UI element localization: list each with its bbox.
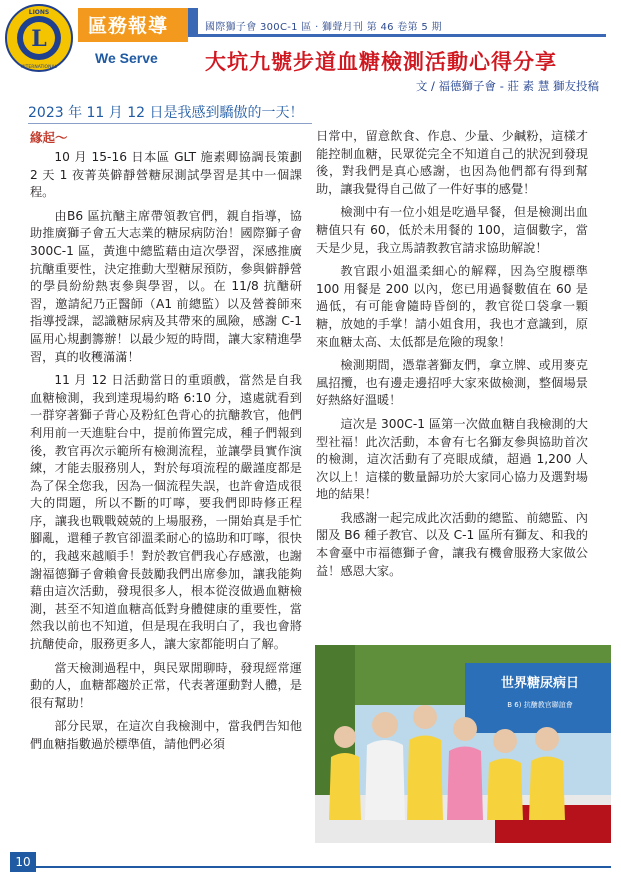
paragraph: 我感謝一起完成此次活動的總監、前總監、內閣及 B6 種子教官、以及 C-1 區所有獅友、和我的本會臺中市福德獅子會，讓我有機會服務大家做公益！感恩大家。	[316, 510, 588, 578]
paragraph: 當天檢測過程中，與民眾閒聊時，發現經常運動的人，血糖都趨於正常，代表著運動對人體，是很有幫助！	[30, 660, 302, 710]
origin-label: 緣起～	[30, 130, 68, 145]
left-column	[30, 149, 302, 760]
svg-text:LIONS: LIONS	[28, 9, 50, 16]
paragraph: 由B6 區抗醣主席帶領教官們，親自指導，協助推廣獅子會五大志業的糖尿病防治！國際獅子會 300C-1 區，黃進中總監藉由這次學習，深感推廣抗醣重要性，決定推動大型糖尿預防，參與僻靜營的學員紛紛熱衷參與學習，以。在 11/8 抗醣研習，邀請紀乃正醫師（A1 前總監）以及營養師來指導授課，認識糖尿病及其帶來的風險，感謝 C-1 區用心規劃籌辦！以最少短的時間，讓大家精進學習，真的收穫滿滿！	[30, 208, 302, 364]
footer-rule	[36, 866, 611, 868]
paragraph: 檢測期間，憑靠著獅友們，拿立牌、或用麥克風招攬，也有邊走邊招呼大家來做檢測，整個場景好熱絡好溫暖！	[316, 358, 588, 408]
paragraph: 教官跟小姐溫柔細心的解釋，因為空腹標準 100 用餐是 200 以內，您已用過餐數值在 60 是過低，有可能會隨時昏倒的，教官從口袋拿一顆糖，放她的手掌！請小姐食用，我也才意識到，原來血糖太高、太低都是危險的現象！	[316, 264, 588, 349]
section-title: 區務報導	[88, 15, 169, 37]
event-photo	[315, 645, 611, 843]
svg-text:INTERNATIONAL: INTERNATIONAL	[20, 65, 58, 70]
issue-info: 國際獅子會 300C-1 區 ‧ 獅聲月刊 第 46 卷第 5 期	[205, 22, 442, 33]
svg-text:L: L	[31, 26, 47, 52]
subtitle-rule	[28, 123, 312, 124]
paragraph: 部分民眾，在這次自我檢測中，當我們告知他們血糖指數過於標準值，請他們必須	[30, 719, 302, 751]
header-divider-block	[188, 8, 198, 37]
lions-logo-icon	[4, 3, 74, 73]
event-photo-illustration	[315, 645, 611, 843]
page-number: 10	[10, 852, 36, 872]
header-rule	[196, 34, 606, 37]
paragraph: 10 月 15-16 日本區 GLT 施素卿協調長策劃 2 天 1 夜菁英僻靜營糖尿測試學習是其中一個課程。	[30, 150, 302, 200]
article-subtitle: 2023 年 11 月 12 日是我感到驕傲的一天！	[28, 105, 304, 121]
paragraph: 11 月 12 日活動當日的重頭戲，當然是自我血糖檢測，我到達現場約略 6:10 分，遠處就看到一群穿著獅子背心及粉紅色背心的抗醣教官，他們利用前一天進駐台中，提前佈置完成，種子們報到後，教官再次示範所有檢測流程，並讓學員實作演練，才能去服務別人，對於每項流程的嚴謹度都是為了保全您我，因為一個流程失誤，也許會造成很大的問題，所以不斷的叮嚀，要我們即時修正程序，讓我也戰戰兢兢的上場服務，一開始真是手忙腳亂，還種子教官卻溫柔耐心的協助和叮嚀，很快的，我越來越順手！對於教官們我心存感激，也謝謝福德獅子會賴會長鼓勵我們出席參加，讓我能夠藉由這次活動，發現很多人，根本從沒做過血糖檢測，甚至不知道血糖高低對身體健康的重要性，當然我以前也不知道，但是現在我明白了，我也會將抗醣使命，服務更多人，讓大家都能明白了解。	[30, 373, 302, 652]
photo-sub-banner: B 6) 抗醣教官聯誼會	[507, 701, 573, 709]
photo-banner-text: 世界糖尿病日	[500, 676, 580, 691]
paragraph: 檢測中有一位小姐是吃過早餐，但是檢測出血糖值只有 60，低於未用餐的 100，這個數字，當天是少見，我立馬請教教官請求協助解說！	[316, 205, 588, 255]
slogan: We Serve	[95, 50, 158, 66]
article-byline: 文 / 福德獅子會 - 莊 素 慧 獅友投稿	[415, 79, 599, 93]
paragraph: 這次是 300C-1 區第一次做血糖自我檢測的大型社福！此次活動，本會有七名獅友參與協助首次的檢測，這次活動有了亮眼成績，超過 1,200 人次以上！這樣的數量歸功於大家同心協力及選對場地的結果！	[316, 416, 588, 502]
right-column	[316, 128, 588, 586]
article-title: 大坑九號步道血糖檢測活動心得分享	[205, 49, 557, 74]
paragraph: 日常中，留意飲食、作息、少量、少鹹粉，這樣才能控制血糖，民眾從完全不知道自己的狀況到發現後，對我們是真心感謝，也因為他們都有得到幫助，讓我覺得自己做了一件好事的感覺！	[316, 129, 588, 196]
